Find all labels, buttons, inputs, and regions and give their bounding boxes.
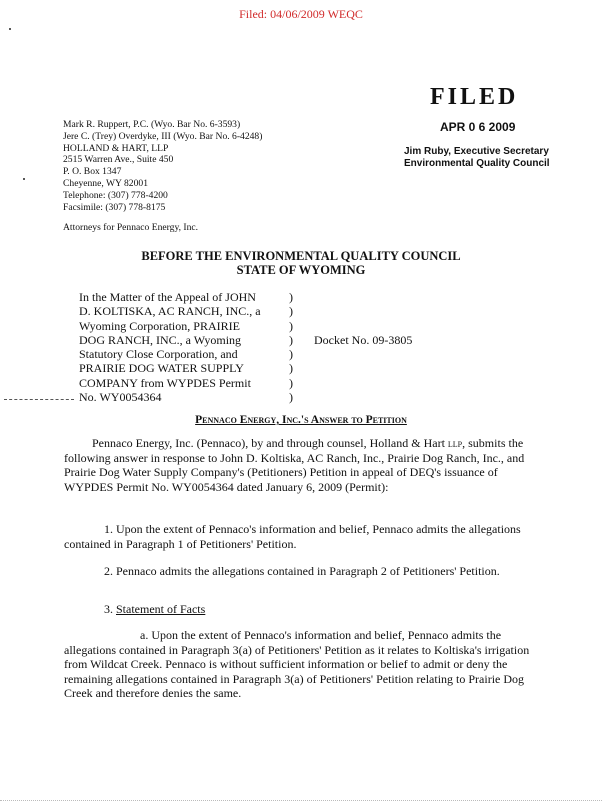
paren: ) (289, 318, 293, 333)
attorneys-for: Attorneys for Pennaco Energy, Inc. (63, 222, 199, 233)
paragraph-3-heading: 3. Statement of Facts (104, 602, 206, 616)
filed-stamp-word: FILED (430, 84, 519, 110)
paren: ) (289, 347, 293, 362)
attorney-line: Mark R. Ruppert, P.C. (Wyo. Bar No. 6-3593) (63, 119, 241, 130)
paren: ) (289, 332, 293, 347)
filed-stamp-secretary: Jim Ruby, Executive Secretary (404, 146, 549, 157)
caption-line: Statutory Close Corporation, and (79, 347, 238, 362)
caption-parens (289, 290, 293, 404)
paren: ) (289, 290, 293, 304)
document-title: Pennaco Energy, Inc.'s Answer to Petition (195, 414, 407, 426)
court-name: BEFORE THE ENVIRONMENTAL QUALITY COUNCIL (141, 249, 461, 263)
attorney-line: 2515 Warren Ave., Suite 450 (63, 154, 174, 166)
attorney-line: HOLLAND & HART, LLP (63, 142, 169, 154)
intro-paragraph: Pennaco Energy, Inc. (Pennaco), by and through counsel, Holland & Hart llp, submits the following answer in response to John D. Koltiska, AC Ranch, Inc., Prairie Dog Ranch, Inc., and Prairie Dog Water Supply Company's (Petitioners) Petition in appeal of DEQ's issuance of WYPDES Permit No. WY0054364 dated January 6, 2009 (Permit): (64, 436, 525, 494)
attorney-line: Jere C. (Trey) Overdyke, III (Wyo. Bar No. 6-4248) (63, 130, 263, 142)
attorney-line: Telephone: (307) 778-4200 (63, 189, 168, 201)
paren: ) (289, 390, 293, 405)
attorney-line: P. O. Box 1347 (63, 166, 122, 178)
caption-line: DOG RANCH, INC., a Wyoming (79, 332, 242, 347)
paren: ) (289, 375, 293, 390)
filed-stamp-date: APR 0 6 2009 (440, 120, 516, 134)
margin-dash-line (4, 399, 74, 400)
attorney-block (63, 119, 262, 213)
paragraph-1: 1. Upon the extent of Pennaco's information and belief, Pennaco admits the allegations contained in Paragraph 1 of Petitioners' Petition. (64, 522, 521, 551)
paren: ) (289, 361, 293, 376)
scan-speck (9, 28, 11, 30)
caption-line: D. KOLTISKA, AC RANCH, INC., a (79, 304, 261, 319)
caption-line: In the Matter of the Appeal of JOHN (79, 290, 256, 304)
filed-stamp-council: Environmental Quality Council (404, 158, 550, 169)
attorney-line: Facsimile: (307) 778-8175 (63, 201, 166, 213)
caption-line: Wyoming Corporation, PRAIRIE (79, 318, 240, 333)
case-caption (79, 290, 261, 404)
court-state: STATE OF WYOMING (236, 263, 366, 277)
caption-line: COMPANY from WYPDES Permit (79, 375, 251, 390)
attorney-line: Cheyenne, WY 82001 (63, 177, 148, 189)
filed-header: Filed: 04/06/2009 WEQC (239, 7, 363, 21)
caption-line: PRAIRIE DOG WATER SUPPLY (79, 361, 244, 376)
paren: ) (289, 304, 293, 319)
bottom-rule (0, 800, 602, 801)
docket-number: Docket No. 09-3805 (314, 333, 413, 347)
caption-line: No. WY0054364 (79, 390, 162, 405)
paragraph-3a: a. Upon the extent of Pennaco's information and belief, Pennaco admits the allegations contained in Paragraph 3(a) of Petitioners' Petition as it relates to Koltiska's irrigation from Wildcat Creek. Pennaco is without sufficient information or belief to admit or deny the remaining allegations contained in Paragraph 3(a) of Petitioners' Petition relating to Prairie Dog Creek and therefore denies the same. (64, 628, 530, 701)
scan-speck (23, 178, 25, 180)
paragraph-2: 2. Pennaco admits the allegations contained in Paragraph 2 of Petitioners' Petition. (104, 564, 500, 578)
